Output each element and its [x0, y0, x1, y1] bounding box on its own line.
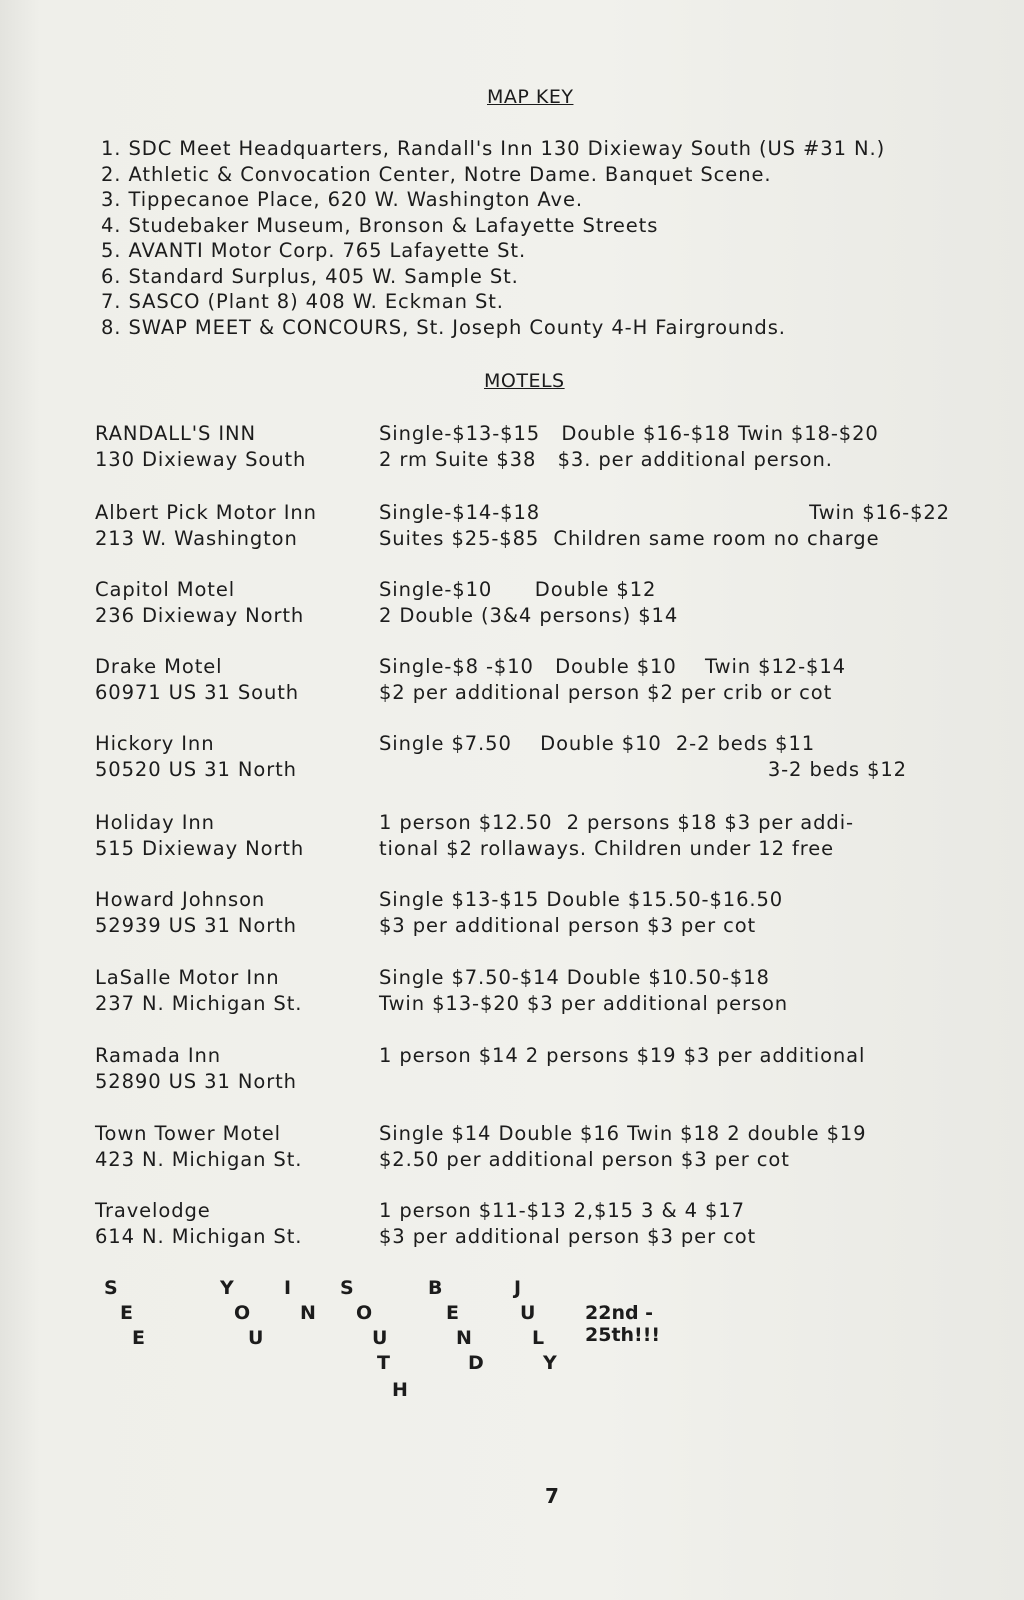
puzzle-letter: I [284, 1277, 292, 1299]
puzzle-letter: U [248, 1327, 264, 1349]
map-key-item: 6. Standard Surplus, 405 W. Sample St. [101, 264, 519, 288]
motel-rate: Single $14 Double $16 Twin $18 2 double $19 [379, 1122, 867, 1145]
motel-rate: $2.50 per additional person $3 per cot [379, 1148, 790, 1171]
puzzle-letter: N [300, 1302, 316, 1324]
puzzle-letter: U [372, 1327, 388, 1349]
motel-rate: 2 rm Suite $38 $3. per additional person. [379, 448, 833, 471]
puzzle-letter: S [104, 1277, 118, 1299]
motel-address: 50520 US 31 North [95, 758, 297, 781]
puzzle-letter: E [132, 1327, 145, 1349]
map-key-item: 2. Athletic & Convocation Center, Notre Dame. Banquet Scene. [101, 162, 772, 186]
motels-title: MOTELS [484, 370, 565, 392]
motel-rate: Single-$8 -$10 Double $10 Twin $12-$14 [379, 655, 846, 678]
motel-name: Ramada Inn [95, 1044, 222, 1067]
motel-address: 130 Dixieway South [95, 448, 307, 471]
puzzle-letter: L [532, 1327, 545, 1349]
map-key-item: 1. SDC Meet Headquarters, Randall's Inn 130 Dixieway South (US #31 N.) [101, 137, 886, 160]
map-key-list [101, 136, 1016, 340]
motel-rate: tional $2 rollaways. Children under 12 free [379, 837, 835, 860]
motel-rate: Single $7.50 Double $10 2-2 beds $11 [379, 732, 816, 755]
motel-address: 60971 US 31 South [95, 681, 300, 704]
puzzle-letter: Y [543, 1352, 557, 1374]
puzzle-letter: T [377, 1352, 390, 1374]
motel-address: 52939 US 31 North [95, 914, 297, 937]
motel-name: Town Tower Motel [95, 1122, 281, 1145]
motel-name: Capitol Motel [95, 578, 236, 601]
map-key-item: 5. AVANTI Motor Corp. 765 Lafayette St. [101, 239, 527, 262]
puzzle-letter: H [392, 1379, 408, 1401]
motel-rate: $3 per additional person $3 per cot [379, 914, 757, 937]
motel-rate: 1 person $11-$13 2,$15 3 & 4 $17 [379, 1199, 745, 1222]
puzzle-letter: U [520, 1302, 536, 1324]
map-key-item: 8. SWAP MEET & CONCOURS, St. Joseph County 4-H Fairgrounds. [101, 315, 786, 339]
puzzle-letter: O [356, 1302, 373, 1324]
map-key-item: 4. Studebaker Museum, Bronson & Lafayette Streets [101, 213, 659, 237]
motel-name: Drake Motel [95, 655, 223, 678]
motel-name: Hickory Inn [95, 732, 215, 755]
puzzle-letter: O [234, 1302, 251, 1324]
puzzle-letter: E [446, 1302, 459, 1324]
motel-rate: $3 per additional person $3 per cot [379, 1225, 757, 1248]
puzzle-letter: J [514, 1277, 522, 1299]
motel-name: Howard Johnson [95, 888, 266, 911]
motel-address: 237 N. Michigan St. [95, 992, 303, 1015]
puzzle-letter: Y [220, 1277, 234, 1299]
motel-address: 614 N. Michigan St. [95, 1225, 303, 1248]
motel-address: 236 Dixieway North [95, 604, 305, 627]
motel-name: LaSalle Motor Inn [95, 966, 280, 989]
puzzle-letter: D [468, 1352, 484, 1374]
puzzle-dates: 22nd - 25th!!! [585, 1302, 661, 1346]
motel-name: Albert Pick Motor Inn [95, 501, 317, 524]
puzzle-letter: N [456, 1327, 472, 1349]
motel-rate: Suites $25-$85 Children same room no charge [379, 527, 880, 550]
motel-address: 213 W. Washington [95, 527, 298, 550]
motel-rate: Single-$10 Double $12 [379, 578, 657, 601]
motel-name: RANDALL'S INN [95, 422, 256, 445]
map-key-title: MAP KEY [487, 86, 574, 108]
motel-rate: Single-$14-$18 [379, 501, 541, 524]
motel-rate: Twin $13-$20 $3 per additional person [379, 992, 789, 1015]
motel-rate: 3-2 beds $12 [767, 758, 907, 781]
puzzle-letter: B [428, 1277, 443, 1299]
motel-rate: 1 person $12.50 2 persons $18 $3 per addi- [379, 811, 854, 834]
map-key-item: 7. SASCO (Plant 8) 408 W. Eckman St. [101, 290, 504, 313]
map-key-item: 3. Tippecanoe Place, 620 W. Washington Ave. [101, 188, 583, 211]
motel-rate: $2 per additional person $2 per crib or cot [379, 681, 833, 704]
puzzle-letter: E [120, 1302, 133, 1324]
motel-rate: Single $7.50-$14 Double $10.50-$18 [379, 966, 770, 989]
motel-rate: Single $13-$15 Double $15.50-$16.50 [379, 888, 784, 911]
motel-rate: 2 Double (3&4 persons) $14 [379, 604, 679, 627]
motel-rate: 1 person $14 2 persons $19 $3 per additional [379, 1044, 866, 1067]
page-number: 7 [545, 1484, 559, 1508]
motel-name: Holiday Inn [95, 811, 215, 834]
motel-rate: Twin $16-$22 [809, 501, 950, 524]
motel-address: 423 N. Michigan St. [95, 1148, 303, 1171]
motel-rate: Single-$13-$15 Double $16-$18 Twin $18-$20 [379, 422, 879, 445]
motel-address: 515 Dixieway North [95, 837, 305, 860]
motel-address: 52890 US 31 North [95, 1070, 297, 1093]
puzzle-letter: S [340, 1277, 354, 1299]
motel-name: Travelodge [95, 1199, 211, 1222]
